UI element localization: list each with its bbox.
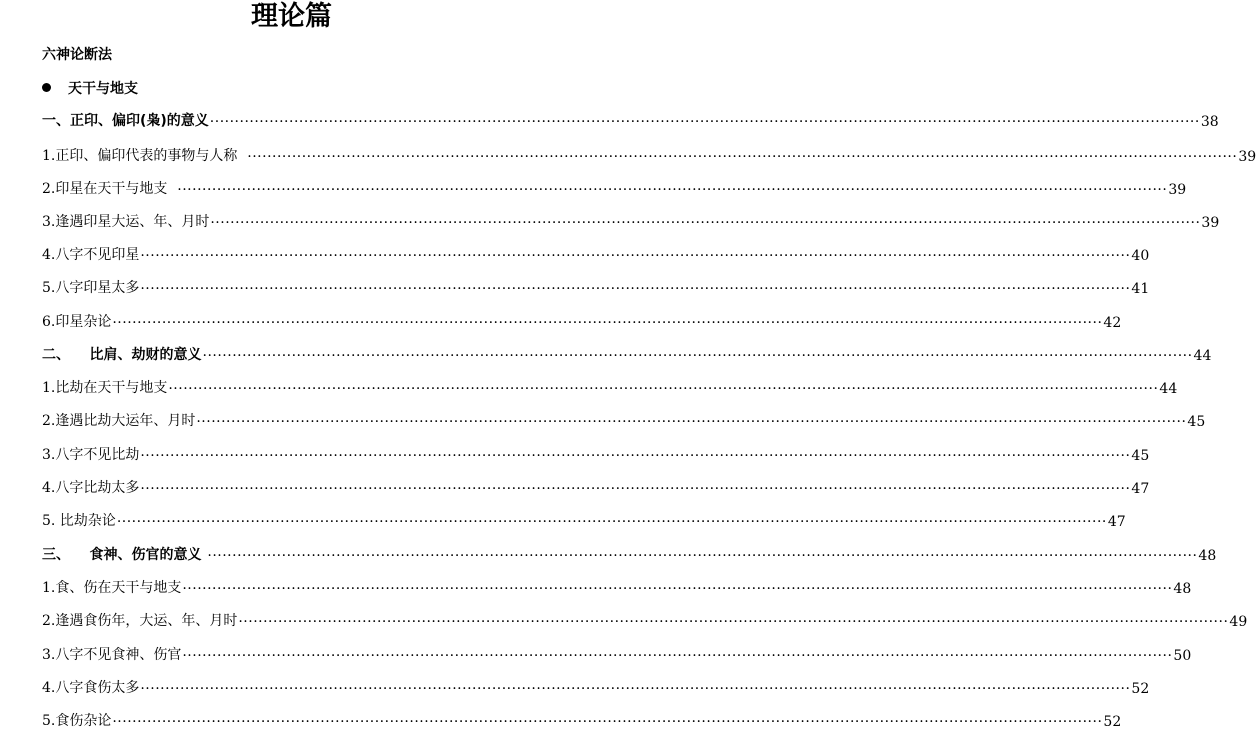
toc-entry-row[interactable] <box>42 710 1122 730</box>
toc-entry-row[interactable] <box>42 277 1150 297</box>
toc-page-number: 52 <box>1103 714 1122 730</box>
toc-page-number: 39 <box>1168 182 1187 198</box>
toc-entry-row[interactable] <box>42 577 1192 597</box>
toc-leader-dots: ········································································································································································································ <box>112 714 1103 730</box>
toc-entry-title: 5. 比劫杂论 <box>42 513 116 529</box>
toc-entry-title: 3.八字不见食神、伤官 <box>42 647 182 663</box>
toc-leader-dots: ········································································································································································································ <box>182 581 1173 597</box>
toc-leader-dots: ········································································································································································································ <box>182 648 1173 664</box>
toc-page-number: 45 <box>1187 414 1206 430</box>
toc-entry-row[interactable] <box>42 644 1192 664</box>
section-heading: 六神论断法 <box>42 47 112 63</box>
toc-leader-dots: ········································································································································································································ <box>207 548 1198 564</box>
toc-entry-row[interactable] <box>42 145 1256 165</box>
toc-chapter-row[interactable] <box>42 344 1212 364</box>
page-title: 理论篇 <box>251 1 332 32</box>
toc-entry-row[interactable] <box>42 244 1150 264</box>
toc-page-number: 42 <box>1103 315 1122 331</box>
toc-entry-title: 6.印星杂论 <box>42 314 112 330</box>
toc-page-number: 41 <box>1131 281 1150 297</box>
toc-entry-row[interactable] <box>42 178 1187 198</box>
toc-entry-row[interactable] <box>42 377 1178 397</box>
toc-page-number: 47 <box>1131 481 1150 497</box>
toc-page-number: 38 <box>1200 114 1219 130</box>
toc-leader-dots: ········································································································································································································ <box>210 215 1201 231</box>
toc-entry-title: 5.八字印星太多 <box>42 280 140 296</box>
toc-page-number: 50 <box>1173 648 1192 664</box>
toc-entry-title: 1.正印、偏印代表的事物与人称 <box>42 148 247 164</box>
toc-page-number: 52 <box>1131 681 1150 697</box>
toc-entry-title: 3.逢遇印星大运、年、月时 <box>42 214 210 230</box>
toc-leader-dots: ········································································································································································································ <box>196 414 1187 430</box>
toc-leader-dots: ········································································································································································································ <box>238 614 1229 630</box>
toc-page-number: 39 <box>1238 149 1256 165</box>
toc-entry-row[interactable] <box>42 444 1150 464</box>
bullet-dot-icon <box>42 83 51 92</box>
toc-leader-dots: ········································································································································································································ <box>140 248 1131 264</box>
toc-entry-title: 3.八字不见比劫 <box>42 447 140 463</box>
toc-leader-dots: ········································································································································································································ <box>177 182 1168 198</box>
toc-entry-row[interactable] <box>42 211 1220 231</box>
toc-page-number: 39 <box>1201 215 1220 231</box>
toc-leader-dots: ········································································································································································································ <box>116 514 1107 530</box>
toc-entry-title: 1.比劫在天干与地支 <box>42 380 168 396</box>
toc-entry-title: 4.八字不见印星 <box>42 247 140 263</box>
toc-entry-title: 2.逢遇比劫大运年、月时 <box>42 413 196 429</box>
toc-entry-title: 二、 比肩、劫财的意义 <box>42 347 202 363</box>
toc-page-number: 44 <box>1159 381 1178 397</box>
toc-leader-dots: ········································································································································································································ <box>209 114 1200 130</box>
toc-page-number: 49 <box>1229 614 1248 630</box>
toc-entry-title: 4.八字食伤太多 <box>42 680 140 696</box>
toc-page-number: 45 <box>1131 448 1150 464</box>
toc-leader-dots: ········································································································································································································ <box>140 281 1131 297</box>
toc-leader-dots: ········································································································································································································ <box>140 481 1131 497</box>
toc-leader-dots: ········································································································································································································ <box>112 315 1103 331</box>
toc-leader-dots: ········································································································································································································ <box>202 348 1193 364</box>
toc-leader-dots: ········································································································································································································ <box>168 381 1159 397</box>
toc-entry-title: 5.食伤杂论 <box>42 713 112 729</box>
toc-page-number: 47 <box>1107 514 1126 530</box>
toc-page-number: 48 <box>1173 581 1192 597</box>
toc-page-number: 48 <box>1198 548 1217 564</box>
bullet-heading-text: 天干与地支 <box>68 81 138 97</box>
toc-entry-title: 1.食、伤在天干与地支 <box>42 580 182 596</box>
toc-entry-row[interactable] <box>42 677 1150 697</box>
bullet-heading <box>42 78 138 98</box>
toc-page-number: 44 <box>1193 348 1212 364</box>
toc-entry-title: 4.八字比劫太多 <box>42 480 140 496</box>
toc-entry-title: 一、正印、偏印(枭)的意义 <box>42 113 209 129</box>
toc-entry-row[interactable] <box>42 610 1248 630</box>
toc-leader-dots: ········································································································································································································ <box>140 448 1131 464</box>
toc-entry-row[interactable] <box>42 510 1126 530</box>
toc-chapter-row[interactable] <box>42 544 1217 564</box>
toc-chapter-row[interactable] <box>42 110 1219 130</box>
toc-entry-row[interactable] <box>42 311 1122 331</box>
toc-entry-title: 三、 食神、伤官的意义 <box>42 547 207 563</box>
toc-leader-dots: ········································································································································································································ <box>140 681 1131 697</box>
toc-leader-dots: ········································································································································································································ <box>247 149 1238 165</box>
toc-entry-row[interactable] <box>42 477 1150 497</box>
toc-entry-title: 2.印星在天干与地支 <box>42 181 177 197</box>
toc-entry-title: 2.逢遇食伤年，大运、年、月时 <box>42 613 238 629</box>
toc-entry-row[interactable] <box>42 410 1206 430</box>
toc-page-number: 40 <box>1131 248 1150 264</box>
